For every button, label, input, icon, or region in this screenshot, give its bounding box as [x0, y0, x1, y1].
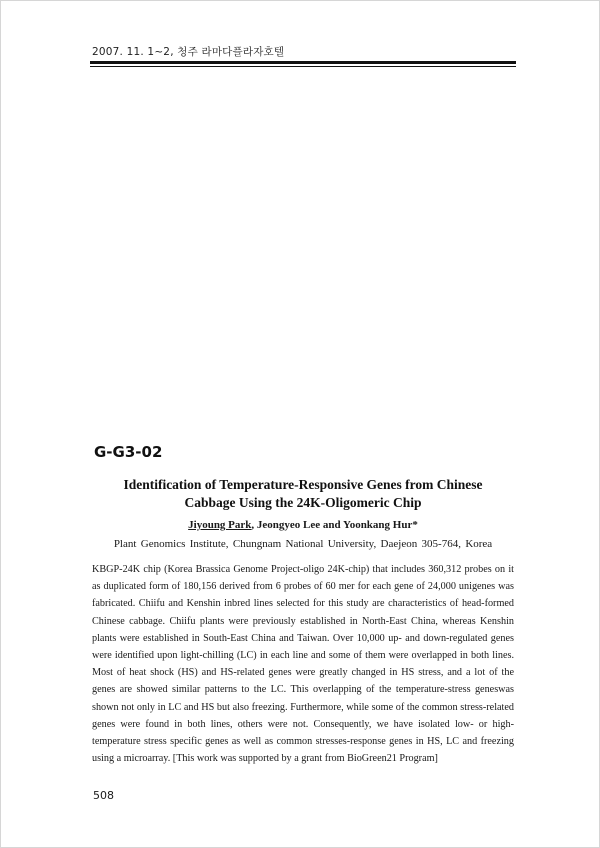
paper-title-line-2: Cabbage Using the 24K-Oligomeric Chip: [184, 495, 422, 510]
paper-title: [90, 476, 516, 512]
affiliation: Plant Genomics Institute, Chungnam National University, Daejeon 305-764, Korea: [113, 538, 493, 550]
header-rule-thin: [90, 66, 516, 67]
session-code: G-G3-02: [94, 443, 163, 461]
abstract-body: KBGP-24K chip (Korea Brassica Genome Project-oligo 24K-chip) that includes 360,312 probes on it as duplicated form of 180,156 derived from 6 probes of 60 mer for each gene of 24,000 unigenes was fabricated. Chiifu and Kenshin inbred lines selected for this study are characteristics of head-formed Chinese cabbage. Chiifu plants were previously established in North-East China, whereas Kenshin plants were established in South-East China and Taiwan. Over 10,000 up- and down-regulated genes were identified upon light-chilling (LC) in each line and some of them were overlapped in both lines. Most of heat shock (HS) and HS-related genes were greatly changed in HS stress, and a lot of the genes are showed similar patterns to the LC. This overlapping of the temperature-stress geneswas shown not only in LC and HS but also freezing. Furthermore, while some of the common stress-related genes were found in both lines, others were not. Consequently, we have isolated low- or high-temperature stress specific genes as well as common stresses-response genes in HS, LC and freezing using a microarray. [This work was supported by a grant from BioGreen21 Program]: [92, 564, 514, 765]
running-header: 2007. 11. 1~2, 청주 라마다플라자호텔: [92, 46, 285, 58]
paper-title-line-1: Identification of Temperature-Responsive Genes from Chinese: [123, 477, 483, 492]
presenting-author: Jiyoung Park: [188, 519, 252, 531]
header-rule-thick: [90, 61, 516, 64]
co-authors: , Jeongyeo Lee and Yoonkang Hur*: [251, 519, 418, 531]
author-list: [90, 519, 516, 531]
page-number: 508: [93, 789, 114, 802]
